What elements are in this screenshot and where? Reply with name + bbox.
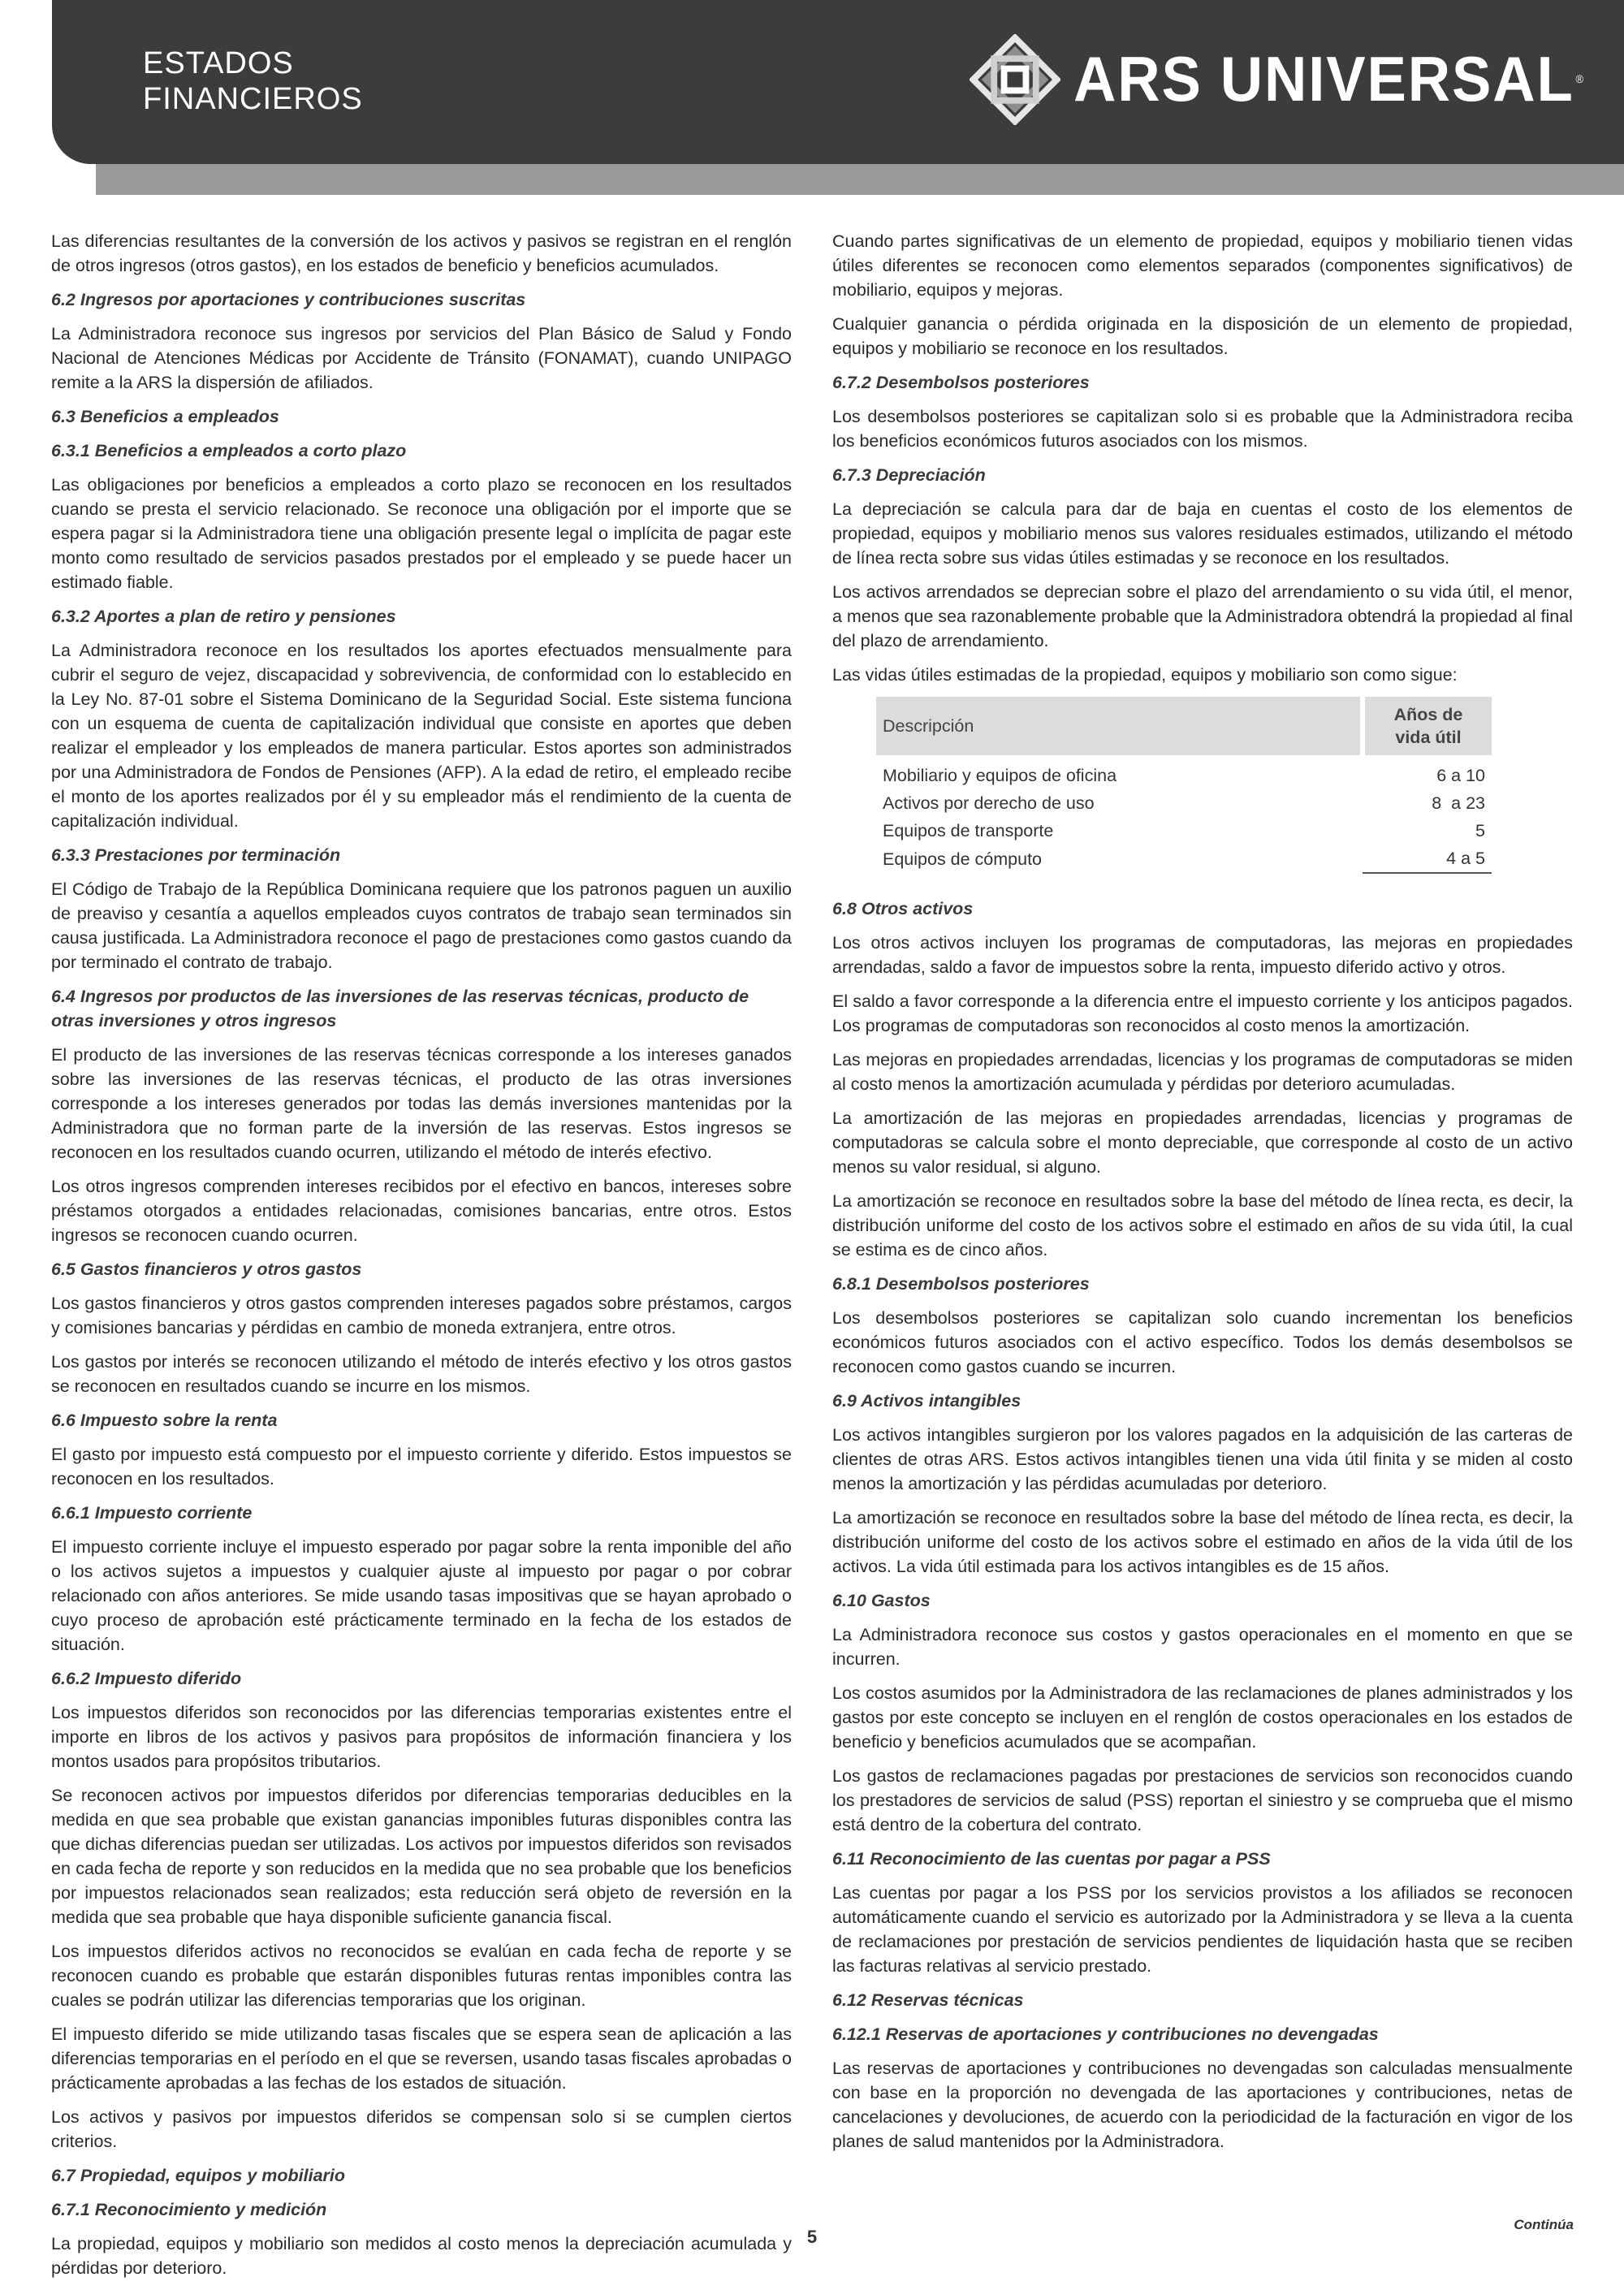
useful-life-table — [876, 697, 1492, 874]
table-cell-description: Mobiliario y equipos de oficina — [883, 766, 1117, 785]
paragraph: Cuando partes significativas de un elemento de propiedad, equipos y mobiliario tienen vidas útiles diferentes se reconocen como elementos separados (componentes significativos) de mobiliario, equipos y mejoras. — [832, 231, 1573, 300]
paragraph: Las cuentas por pagar a los PSS por los servicios provistos a los afiliados se reconocen automáticamente cuando el servicio es autorizado por la Administradora y se lleva a la cuenta de reclamaciones por prestación de servicios pendientes de liquidación hasta que se reciben las facturas relativas al servicio prestado. — [832, 1883, 1573, 1976]
paragraph: El Código de Trabajo de la República Dominicana requiere que los patronos paguen un auxilio de preaviso y cesantía a aquellos empleados cuyos contratos de trabajo sean terminados sin causa justificada. La Administradora reconoce el pago de prestaciones como gastos cuando da por terminado el contrato de trabajo. — [51, 879, 792, 972]
ars-universal-logo-icon — [970, 34, 1060, 125]
paragraph: Los otros activos incluyen los programas de computadoras, las mejoras en propiedades arrendadas, saldo a favor de impuestos sobre la renta, impuesto diferido activo y otros. — [832, 933, 1573, 977]
section-heading: 6.4 Ingresos por productos de las inversiones de las reservas técnicas, producto de otras inversiones y otros ingresos — [51, 987, 749, 1030]
table-cell-years: 5 — [1475, 821, 1485, 840]
section-heading: 6.2 Ingresos por aportaciones y contribuciones suscritas — [51, 290, 526, 309]
table-cell-description: Equipos de transporte — [883, 821, 1054, 840]
paragraph: El impuesto diferido se mide utilizando tasas fiscales que se espera sean de aplicación a las diferencias temporarias en el período en el que se reversen, usando tasas fiscales aprobadas o prácticamente aprobadas a las fechas de los estados de situación. — [51, 2024, 792, 2093]
section-heading: 6.6 Impuesto sobre la renta — [51, 1411, 278, 1430]
table-row — [876, 845, 1492, 873]
table-cell-years: 6 a 10 — [1436, 766, 1485, 785]
paragraph: Los costos asumidos por la Administradora de las reclamaciones de planes administrados y los gastos por este concepto se incluyen en el renglón de costos operacionales en los estados de beneficio y beneficios acumulados que se acompañan. — [832, 1683, 1573, 1752]
section-heading: 6.3.3 Prestaciones por terminación — [51, 845, 341, 865]
paragraph: Las diferencias resultantes de la conversión de los activos y pasivos se registran en el renglón de otros ingresos (otros gastos), en los estados de beneficio y beneficios acumulados. — [51, 231, 792, 275]
paragraph: Las vidas útiles estimadas de la propiedad, equipos y mobiliario son como sigue: — [832, 665, 1458, 685]
paragraph: Las reservas de aportaciones y contribuciones no devengadas son calculadas mensualmente con base en la proporción no devengada de las aportaciones y contribuciones, netas de cancelaciones y devoluciones, de acuerdo con la periodicidad de la facturación en vigor de los planes de salud mantenidos por la Administradora. — [832, 2059, 1573, 2151]
table-row — [876, 755, 1492, 789]
paragraph: Se reconocen activos por impuestos diferidos por diferencias temporarias deducibles en la medida en que sea probable que existan ganancias imponibles futuras disponibles contra las que dichas diferencias puedan ser utilizadas. Los activos por impuestos diferidos son revisados en cada fecha de reporte y son reducidos en la medida que no sea probable que los beneficios por impuestos relacionados sean realizados; esta reducción será objeto de reversión en la medida que sea probable que haya disponible suficiente ganancia fiscal. — [51, 1786, 792, 1927]
paragraph: Los gastos por interés se reconocen utilizando el método de interés efectivo y los otros gastos se reconocen en resultados cuando se incurre en los mismos. — [51, 1352, 792, 1396]
paragraph: Los activos arrendados se deprecian sobre el plazo del arrendamiento o su vida útil, el menor, a menos que sea razonablemente probable que la Administradora obtendrá la propiedad al final del plazo de arrendamiento. — [832, 582, 1573, 650]
section-heading: 6.7.1 Reconocimiento y medición — [51, 2200, 327, 2219]
section-heading: 6.8.1 Desembolsos posteriores — [832, 1274, 1090, 1294]
section-heading: 6.3 Beneficios a empleados — [51, 407, 279, 426]
paragraph: Cualquier ganancia o pérdida originada en la disposición de un elemento de propiedad, equipos y mobiliario se reconoce en los resultados. — [832, 314, 1573, 358]
paragraph: Las obligaciones por beneficios a empleados a corto plazo se reconocen en los resultados cuando se presta el servicio relacionado. Se reconoce una obligación por el importe que se espera pagar si la Administradora tiene una obligación presente legal o implícita de pagar este monto como resultado de servicios pasados prestados por el empleado y se puede hacer un estimado fiable. — [51, 475, 792, 592]
table-cell-description: Equipos de cómputo — [883, 849, 1043, 869]
section-heading: 6.10 Gastos — [832, 1591, 931, 1610]
paragraph: La Administradora reconoce en los resultados los aportes efectuados mensualmente para cubrir el seguro de vejez, discapacidad y sobrevivencia, de conformidad con lo establecido en la Ley No. 87-01 sobre el Sistema Dominicano de la Seguridad Social. Este sistema funciona con un esquema de cuenta de capitalización individual que consiste en aportes que deben realizar el empleador y los empleados de manera particular. Estos aportes son administrados por una Administradora de Fondos de Pensiones (AFP). A la edad de retiro, el empleado recibe el monto de los aportes realizados por él y su empleador más el rendimiento de la cuenta de capitalización individual. — [51, 641, 792, 831]
paragraph: Los activos y pasivos por impuestos diferidos se compensan solo si se cumplen ciertos criterios. — [51, 2107, 792, 2151]
section-heading: 6.6.1 Impuesto corriente — [51, 1503, 253, 1523]
brand-logo-text: ARS UNIVERSAL ® — [1073, 43, 1584, 114]
section-heading: 6.12.1 Reservas de aportaciones y contribuciones no devengadas — [832, 2024, 1379, 2044]
left-column — [51, 229, 792, 2290]
paragraph: La amortización de las mejoras en propiedades arrendadas, licencias y programas de computadoras se calcula sobre el monto depreciable, que corresponde al costo de un activo menos su valor residual, si alguno. — [832, 1108, 1573, 1177]
document-title: ESTADOS FINANCIEROS — [143, 46, 363, 116]
section-heading: 6.7.3 Depreciación — [832, 465, 986, 485]
section-heading: 6.7 Propiedad, equipos y mobiliario — [51, 2166, 345, 2185]
paragraph: La amortización se reconoce en resultados sobre la base del método de línea recta, es decir, la distribución uniforme del costo de los activos sobre el estimado en años de su vida útil, la cual se estima es de cinco años. — [832, 1191, 1573, 1260]
page-number: 5 — [806, 2227, 818, 2247]
paragraph: La Administradora reconoce sus ingresos por servicios del Plan Básico de Salud y Fondo Nacional de Atenciones Médicas por Accidente de Tránsito (FONAMAT), cuando UNIPAGO remite a la ARS la dispersión de afiliados. — [51, 324, 792, 392]
section-heading: 6.7.2 Desembolsos posteriores — [832, 373, 1090, 392]
paragraph: La depreciación se calcula para dar de baja en cuentas el costo de los elementos de propiedad, equipos y mobiliario menos sus valores residuales estimados, utilizando el método de línea recta sobre sus vidas útiles estimadas y se reconoce en los resultados. — [832, 499, 1573, 568]
paragraph: La amortización se reconoce en resultados sobre la base del método de línea recta, es decir, la distribución uniforme del costo de los activos sobre el estimado en años de la vida útil de los activos. La vida útil estimada para los activos intangibles es de 15 años. — [832, 1508, 1573, 1576]
continued-label: Continúa — [1514, 2217, 1574, 2232]
paragraph: Los activos intangibles surgieron por los valores pagados en la adquisición de las carteras de clientes de otras ARS. Estos activos intangibles tienen una vida útil finita y se miden al costo menos la amortización y las pérdidas acumuladas por deterioro. — [832, 1425, 1573, 1493]
paragraph: Los gastos de reclamaciones pagadas por prestaciones de servicios son reconocidos cuando los prestadores de servicios de salud (PSS) reportan el siniestro y se comprueba que el mismo está dentro de la cobertura del contrato. — [832, 1766, 1573, 1834]
section-heading: 6.12 Reservas técnicas — [832, 1990, 1024, 2010]
table-header-row — [876, 697, 1492, 755]
paragraph: Los impuestos diferidos son reconocidos por las diferencias temporarias existentes entre el importe en libros de los activos y pasivos para propósitos de información financiera y los montos usados para propósitos tributarios. — [51, 1703, 792, 1771]
paragraph: El saldo a favor corresponde a la diferencia entre el impuesto corriente y los anticipos pagados. Los programas de computadoras son reconocidos al costo menos la amortización. — [832, 992, 1573, 1035]
section-heading: 6.3.1 Beneficios a empleados a corto plazo — [51, 441, 407, 460]
paragraph: La propiedad, equipos y mobiliario son medidos al costo menos la depreciación acumulada y pérdidas por deterioro. — [51, 2234, 792, 2278]
table-row — [876, 789, 1492, 817]
section-heading: 6.11 Reconocimiento de las cuentas por pagar a PSS — [832, 1849, 1271, 1869]
table-row — [876, 817, 1492, 845]
paragraph: El producto de las inversiones de las reservas técnicas corresponde a los intereses ganados sobre las inversiones de las reservas técnicas, el producto de las otras inversiones corresponde a los intereses generados por todas las demás inversiones mantenidas por la Administradora que no forman parte de la inversión de las reservas. Estos ingresos se reconocen en los resultados cuando ocurren, utilizando el método de interés efectivo. — [51, 1045, 792, 1162]
table-header-years: Años de vida útil — [1363, 697, 1492, 755]
section-heading: 6.9 Activos intangibles — [832, 1391, 1021, 1411]
table-cell-description: Activos por derecho de uso — [883, 793, 1095, 813]
paragraph: Los desembolsos posteriores se capitalizan solo si es probable que la Administradora reciba los beneficios económicos futuros asociados con los mismos. — [832, 407, 1573, 451]
paragraph: El gasto por impuesto está compuesto por el impuesto corriente y diferido. Estos impuestos se reconocen en los resultados. — [51, 1445, 792, 1488]
section-heading: 6.5 Gastos financieros y otros gastos — [51, 1260, 362, 1279]
section-heading: 6.3.2 Aportes a plan de retiro y pensiones — [51, 607, 396, 626]
paragraph: Los impuestos diferidos activos no reconocidos se evalúan en cada fecha de reporte y se reconocen cuando es probable que estarán disponibles futuras rentas imponibles contra las cuales se podrán utilizar las diferencias temporarias que los originan. — [51, 1942, 792, 2010]
table-cell-years: 8 a 23 — [1432, 793, 1485, 813]
right-column — [832, 229, 1573, 2163]
paragraph: Los otros ingresos comprenden intereses recibidos por el efectivo en bancos, intereses sobre préstamos otorgados a entidades relacionadas, comisiones bancarias, entre otros. Estos ingresos se reconocen cuando ocurren. — [51, 1177, 792, 1245]
table-cell-years: 4 a 5 — [1363, 845, 1492, 873]
section-heading: 6.6.2 Impuesto diferido — [51, 1669, 242, 1688]
section-heading: 6.8 Otros activos — [832, 899, 974, 918]
paragraph: La Administradora reconoce sus costos y gastos operacionales en el momento en que se incurren. — [832, 1625, 1573, 1669]
paragraph: Las mejoras en propiedades arrendadas, licencias y los programas de computadoras se miden al costo menos la amortización acumulada y pérdidas por deterioro acumuladas. — [832, 1050, 1573, 1094]
paragraph: Los gastos financieros y otros gastos comprenden intereses pagados sobre préstamos, cargos y comisiones bancarias y pérdidas en cambio de moneda extranjera, entre otros. — [51, 1294, 792, 1337]
table-header-description: Descripción — [876, 697, 1363, 755]
paragraph: Los desembolsos posteriores se capitalizan solo cuando incrementan los beneficios económicos futuros asociados con el activo específico. Todos los demás desembolsos se reconocen como gastos cuando se incurren. — [832, 1308, 1573, 1376]
paragraph: El impuesto corriente incluye el impuesto esperado por pagar sobre la renta imponible del año o los activos sujetos a impuestos y cualquier ajuste al impuesto por pagar o por cobrar relacionado con años anteriores. Se mide usando tasas impositivas que se hayan aprobado o cuyo proceso de aprobación esté prácticamente terminado en la fecha de los estados de situación. — [51, 1537, 792, 1654]
